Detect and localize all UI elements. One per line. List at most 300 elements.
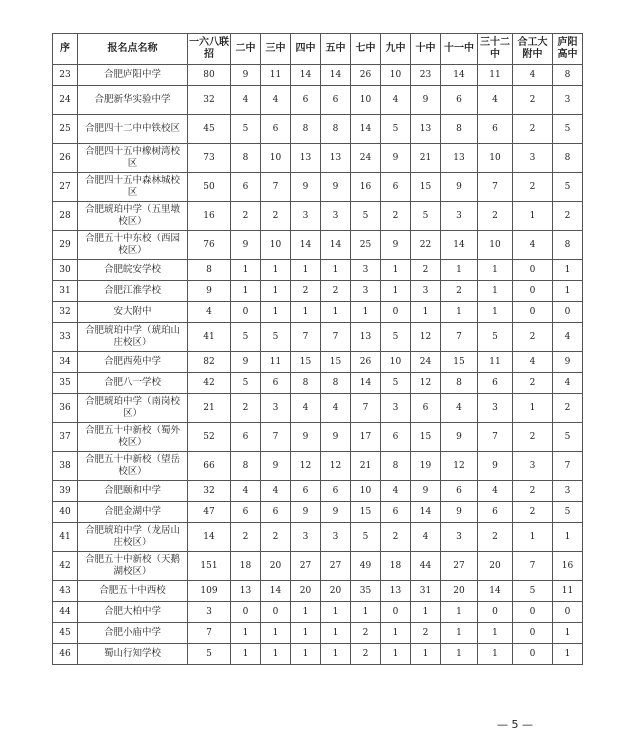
school-name: 合肥颐和中学 — [78, 481, 188, 502]
quota-cell: 6 — [478, 115, 513, 144]
quota-cell: 4 — [321, 394, 351, 423]
quota-cell: 52 — [188, 423, 231, 452]
quota-cell: 16 — [351, 173, 381, 202]
quota-cell: 109 — [188, 581, 231, 602]
quota-cell: 1 — [261, 260, 291, 281]
quota-cell: 0 — [513, 623, 553, 644]
quota-cell: 24 — [411, 352, 441, 373]
quota-cell: 5 — [381, 115, 411, 144]
quota-cell: 4 — [261, 481, 291, 502]
quota-cell: 1 — [553, 260, 583, 281]
quota-cell: 1 — [231, 260, 261, 281]
quota-cell: 9 — [381, 231, 411, 260]
table-body — [53, 65, 583, 665]
quota-cell: 3 — [321, 523, 351, 552]
school-name: 合肥江淮学校 — [78, 281, 188, 302]
quota-cell: 8 — [321, 115, 351, 144]
table-row — [53, 302, 583, 323]
quota-cell: 76 — [188, 231, 231, 260]
quota-cell: 2 — [321, 281, 351, 302]
quota-cell: 151 — [188, 552, 231, 581]
quota-cell: 8 — [553, 65, 583, 86]
quota-cell: 5 — [351, 523, 381, 552]
quota-cell: 1 — [411, 602, 441, 623]
quota-cell: 13 — [381, 581, 411, 602]
quota-cell: 7 — [441, 323, 478, 352]
row-number: 27 — [53, 173, 78, 202]
quota-cell: 2 — [553, 394, 583, 423]
quota-cell: 1 — [381, 281, 411, 302]
quota-cell: 10 — [351, 481, 381, 502]
quota-cell: 14 — [321, 231, 351, 260]
quota-cell: 3 — [291, 523, 321, 552]
quota-cell: 1 — [351, 302, 381, 323]
table-row — [53, 260, 583, 281]
quota-cell: 12 — [411, 373, 441, 394]
quota-cell: 1 — [553, 644, 583, 665]
quota-cell: 2 — [231, 523, 261, 552]
quota-cell: 0 — [553, 602, 583, 623]
school-name: 合肥琥珀中学（龙居山庄校区） — [78, 523, 188, 552]
quota-cell: 45 — [188, 115, 231, 144]
quota-cell: 1 — [411, 644, 441, 665]
quota-cell: 9 — [291, 502, 321, 523]
column-header: 九中 — [381, 34, 411, 65]
table-row — [53, 481, 583, 502]
allocation-table — [52, 33, 583, 665]
quota-cell: 9 — [411, 481, 441, 502]
quota-cell: 9 — [321, 173, 351, 202]
quota-cell: 2 — [513, 502, 553, 523]
quota-cell: 8 — [321, 373, 351, 394]
school-name: 合肥皖安学校 — [78, 260, 188, 281]
quota-cell: 3 — [351, 281, 381, 302]
row-number: 35 — [53, 373, 78, 394]
quota-cell: 3 — [513, 452, 553, 481]
school-name: 合肥琥珀中学（琥珀山庄校区） — [78, 323, 188, 352]
table-row — [53, 144, 583, 173]
quota-cell: 1 — [478, 644, 513, 665]
quota-cell: 3 — [441, 202, 478, 231]
quota-cell: 18 — [231, 552, 261, 581]
quota-cell: 6 — [291, 86, 321, 115]
quota-cell: 6 — [321, 86, 351, 115]
quota-cell: 1 — [291, 302, 321, 323]
quota-cell: 7 — [188, 623, 231, 644]
quota-cell: 1 — [231, 281, 261, 302]
quota-cell: 1 — [411, 302, 441, 323]
quota-cell: 2 — [351, 644, 381, 665]
row-number: 33 — [53, 323, 78, 352]
row-number: 30 — [53, 260, 78, 281]
quota-cell: 49 — [351, 552, 381, 581]
quota-cell: 11 — [478, 352, 513, 373]
quota-cell: 32 — [188, 86, 231, 115]
quota-cell: 7 — [513, 552, 553, 581]
quota-cell: 1 — [291, 623, 321, 644]
quota-cell: 12 — [321, 452, 351, 481]
quota-cell: 5 — [188, 644, 231, 665]
table-row — [53, 373, 583, 394]
column-header: 庐阳高中 — [553, 34, 583, 65]
quota-cell: 6 — [231, 173, 261, 202]
quota-cell: 4 — [411, 523, 441, 552]
quota-cell: 18 — [381, 552, 411, 581]
quota-cell: 16 — [553, 552, 583, 581]
quota-cell: 50 — [188, 173, 231, 202]
quota-cell: 6 — [381, 173, 411, 202]
quota-cell: 1 — [553, 281, 583, 302]
quota-cell: 20 — [441, 581, 478, 602]
quota-cell: 15 — [291, 352, 321, 373]
quota-cell: 6 — [321, 481, 351, 502]
quota-cell: 1 — [321, 602, 351, 623]
row-number: 40 — [53, 502, 78, 523]
quota-cell: 42 — [188, 373, 231, 394]
quota-cell: 2 — [553, 202, 583, 231]
column-header: 三十二中 — [478, 34, 513, 65]
quota-cell: 5 — [553, 423, 583, 452]
quota-cell: 0 — [553, 302, 583, 323]
quota-cell: 7 — [261, 423, 291, 452]
quota-cell: 9 — [291, 173, 321, 202]
school-name: 合肥四十五中森林城校区 — [78, 173, 188, 202]
quota-cell: 14 — [291, 231, 321, 260]
quota-cell: 3 — [411, 281, 441, 302]
quota-cell: 1 — [381, 260, 411, 281]
quota-cell: 5 — [231, 115, 261, 144]
quota-cell: 17 — [351, 423, 381, 452]
quota-cell: 15 — [351, 502, 381, 523]
quota-cell: 0 — [513, 602, 553, 623]
school-name: 合肥庐阳中学 — [78, 65, 188, 86]
row-number: 24 — [53, 86, 78, 115]
quota-cell: 2 — [513, 423, 553, 452]
quota-cell: 26 — [351, 352, 381, 373]
table-row — [53, 394, 583, 423]
quota-cell: 2 — [513, 173, 553, 202]
quota-cell: 4 — [553, 323, 583, 352]
quota-cell: 15 — [441, 352, 478, 373]
quota-cell: 0 — [513, 644, 553, 665]
quota-cell: 14 — [351, 115, 381, 144]
row-number: 37 — [53, 423, 78, 452]
column-header: 十中 — [411, 34, 441, 65]
school-name: 合肥五十中西校 — [78, 581, 188, 602]
quota-cell: 1 — [513, 202, 553, 231]
quota-cell: 3 — [351, 260, 381, 281]
quota-cell: 3 — [513, 144, 553, 173]
quota-cell: 6 — [381, 423, 411, 452]
quota-cell: 4 — [478, 86, 513, 115]
quota-cell: 1 — [291, 602, 321, 623]
quota-cell: 9 — [441, 423, 478, 452]
school-name: 合肥五十中新校（天鹅湖校区） — [78, 552, 188, 581]
quota-cell: 5 — [553, 173, 583, 202]
row-number: 29 — [53, 231, 78, 260]
row-number: 44 — [53, 602, 78, 623]
quota-cell: 11 — [478, 65, 513, 86]
quota-cell: 14 — [321, 65, 351, 86]
quota-cell: 8 — [231, 452, 261, 481]
quota-cell: 13 — [411, 115, 441, 144]
quota-cell: 1 — [553, 523, 583, 552]
quota-cell: 14 — [441, 231, 478, 260]
quota-cell: 20 — [291, 581, 321, 602]
quota-cell: 1 — [441, 644, 478, 665]
quota-cell: 1 — [321, 623, 351, 644]
quota-cell: 2 — [231, 202, 261, 231]
table-row — [53, 86, 583, 115]
quota-cell: 0 — [513, 302, 553, 323]
quota-cell: 44 — [411, 552, 441, 581]
quota-cell: 1 — [231, 623, 261, 644]
quota-cell: 5 — [231, 323, 261, 352]
quota-cell: 3 — [478, 394, 513, 423]
quota-cell: 14 — [478, 581, 513, 602]
quota-cell: 1 — [291, 644, 321, 665]
column-header: 报名点名称 — [78, 34, 188, 65]
quota-cell: 27 — [291, 552, 321, 581]
quota-cell: 14 — [441, 65, 478, 86]
quota-cell: 21 — [351, 452, 381, 481]
quota-cell: 7 — [478, 173, 513, 202]
quota-cell: 4 — [513, 65, 553, 86]
quota-cell: 1 — [381, 623, 411, 644]
quota-cell: 1 — [261, 281, 291, 302]
quota-cell: 4 — [261, 86, 291, 115]
quota-cell: 82 — [188, 352, 231, 373]
quota-cell: 5 — [411, 202, 441, 231]
school-name: 合肥西苑中学 — [78, 352, 188, 373]
column-header: 四中 — [291, 34, 321, 65]
quota-cell: 5 — [381, 323, 411, 352]
quota-cell: 15 — [321, 352, 351, 373]
quota-cell: 1 — [261, 644, 291, 665]
quota-cell: 6 — [478, 502, 513, 523]
quota-cell: 27 — [441, 552, 478, 581]
quota-cell: 20 — [321, 581, 351, 602]
quota-cell: 7 — [478, 423, 513, 452]
quota-cell: 5 — [553, 502, 583, 523]
quota-cell: 11 — [553, 581, 583, 602]
quota-cell: 0 — [231, 602, 261, 623]
quota-cell: 12 — [441, 452, 478, 481]
quota-cell: 2 — [231, 394, 261, 423]
header-row — [53, 34, 583, 65]
quota-cell: 7 — [261, 173, 291, 202]
quota-cell: 9 — [441, 502, 478, 523]
column-header: 合工大附中 — [513, 34, 553, 65]
quota-cell: 9 — [381, 144, 411, 173]
quota-cell: 8 — [553, 144, 583, 173]
table-row — [53, 552, 583, 581]
quota-cell: 5 — [231, 373, 261, 394]
school-name: 合肥四十五中橡树湾校区 — [78, 144, 188, 173]
row-number: 45 — [53, 623, 78, 644]
row-number: 26 — [53, 144, 78, 173]
quota-cell: 8 — [441, 115, 478, 144]
quota-cell: 2 — [513, 115, 553, 144]
column-header: 序 — [53, 34, 78, 65]
table-row — [53, 623, 583, 644]
row-number: 25 — [53, 115, 78, 144]
quota-cell: 20 — [478, 552, 513, 581]
column-header: 七中 — [351, 34, 381, 65]
table-row — [53, 202, 583, 231]
quota-cell: 2 — [411, 260, 441, 281]
table-row — [53, 644, 583, 665]
quota-cell: 73 — [188, 144, 231, 173]
column-header: 一六八联招 — [188, 34, 231, 65]
quota-cell: 6 — [261, 502, 291, 523]
quota-cell: 3 — [381, 394, 411, 423]
quota-cell: 10 — [261, 144, 291, 173]
school-name: 安大附中 — [78, 302, 188, 323]
quota-cell: 9 — [188, 281, 231, 302]
quota-cell: 2 — [513, 373, 553, 394]
quota-cell: 4 — [478, 481, 513, 502]
quota-cell: 22 — [411, 231, 441, 260]
quota-cell: 21 — [411, 144, 441, 173]
school-name: 合肥新华实验中学 — [78, 86, 188, 115]
quota-cell: 10 — [351, 86, 381, 115]
school-name: 合肥琥珀中学（五里墩校区） — [78, 202, 188, 231]
quota-cell: 7 — [351, 394, 381, 423]
column-header: 五中 — [321, 34, 351, 65]
quota-cell: 0 — [261, 602, 291, 623]
row-number: 34 — [53, 352, 78, 373]
quota-cell: 1 — [478, 302, 513, 323]
quota-cell: 4 — [231, 481, 261, 502]
quota-cell: 26 — [351, 65, 381, 86]
row-number: 38 — [53, 452, 78, 481]
quota-cell: 41 — [188, 323, 231, 352]
row-number: 42 — [53, 552, 78, 581]
quota-cell: 4 — [513, 352, 553, 373]
quota-cell: 1 — [321, 260, 351, 281]
quota-cell: 80 — [188, 65, 231, 86]
table-row — [53, 173, 583, 202]
table-row — [53, 452, 583, 481]
quota-cell: 35 — [351, 581, 381, 602]
quota-cell: 8 — [553, 231, 583, 260]
quota-cell: 6 — [261, 115, 291, 144]
quota-cell: 0 — [513, 281, 553, 302]
quota-cell: 2 — [513, 481, 553, 502]
quota-cell: 1 — [513, 394, 553, 423]
quota-cell: 7 — [553, 452, 583, 481]
table-row — [53, 352, 583, 373]
quota-cell: 7 — [321, 323, 351, 352]
school-name: 合肥小庙中学 — [78, 623, 188, 644]
quota-cell: 1 — [441, 602, 478, 623]
quota-cell: 5 — [513, 581, 553, 602]
quota-cell: 14 — [188, 523, 231, 552]
quota-cell: 1 — [321, 644, 351, 665]
quota-cell: 1 — [441, 260, 478, 281]
row-number: 46 — [53, 644, 78, 665]
quota-cell: 13 — [321, 144, 351, 173]
quota-cell: 5 — [261, 323, 291, 352]
quota-cell: 1 — [231, 644, 261, 665]
page-number: — 5 — — [497, 718, 533, 731]
row-number: 28 — [53, 202, 78, 231]
quota-cell: 5 — [478, 323, 513, 352]
table-row — [53, 281, 583, 302]
school-name: 合肥金湖中学 — [78, 502, 188, 523]
quota-cell: 6 — [381, 502, 411, 523]
row-number: 36 — [53, 394, 78, 423]
quota-cell: 9 — [231, 352, 261, 373]
quota-cell: 1 — [478, 260, 513, 281]
quota-cell: 32 — [188, 481, 231, 502]
quota-cell: 24 — [351, 144, 381, 173]
quota-cell: 66 — [188, 452, 231, 481]
quota-cell: 3 — [553, 481, 583, 502]
quota-cell: 7 — [291, 323, 321, 352]
school-name: 合肥五十中新校（蜀外校区） — [78, 423, 188, 452]
quota-cell: 1 — [261, 623, 291, 644]
quota-cell: 15 — [411, 173, 441, 202]
quota-cell: 9 — [441, 173, 478, 202]
quota-cell: 3 — [553, 86, 583, 115]
quota-cell: 6 — [231, 423, 261, 452]
quota-cell: 6 — [411, 394, 441, 423]
quota-cell: 10 — [478, 231, 513, 260]
quota-cell: 8 — [441, 373, 478, 394]
school-name: 合肥四十二中中铁校区 — [78, 115, 188, 144]
table-row — [53, 231, 583, 260]
column-header: 三中 — [261, 34, 291, 65]
quota-cell: 3 — [321, 202, 351, 231]
quota-cell: 31 — [411, 581, 441, 602]
quota-cell: 10 — [261, 231, 291, 260]
quota-cell: 9 — [321, 423, 351, 452]
quota-cell: 6 — [441, 481, 478, 502]
column-header: 二中 — [231, 34, 261, 65]
quota-cell: 4 — [291, 394, 321, 423]
quota-cell: 8 — [291, 373, 321, 394]
quota-cell: 5 — [553, 115, 583, 144]
quota-cell: 1 — [553, 623, 583, 644]
quota-cell: 2 — [513, 323, 553, 352]
quota-cell: 14 — [411, 502, 441, 523]
quota-cell: 6 — [261, 373, 291, 394]
quota-cell: 6 — [478, 373, 513, 394]
row-number: 39 — [53, 481, 78, 502]
quota-cell: 2 — [351, 623, 381, 644]
quota-cell: 10 — [381, 65, 411, 86]
quota-cell: 2 — [441, 281, 478, 302]
quota-cell: 6 — [231, 502, 261, 523]
row-number: 31 — [53, 281, 78, 302]
quota-cell: 2 — [261, 202, 291, 231]
quota-cell: 25 — [351, 231, 381, 260]
school-name: 合肥大柏中学 — [78, 602, 188, 623]
quota-cell: 13 — [291, 144, 321, 173]
quota-cell: 19 — [411, 452, 441, 481]
table-row — [53, 502, 583, 523]
quota-cell: 2 — [478, 202, 513, 231]
quota-cell: 2 — [381, 202, 411, 231]
school-name: 合肥五十中新校（望岳校区） — [78, 452, 188, 481]
quota-cell: 4 — [553, 373, 583, 394]
table-row — [53, 423, 583, 452]
quota-cell: 0 — [381, 302, 411, 323]
quota-cell: 4 — [231, 86, 261, 115]
quota-cell: 4 — [381, 481, 411, 502]
